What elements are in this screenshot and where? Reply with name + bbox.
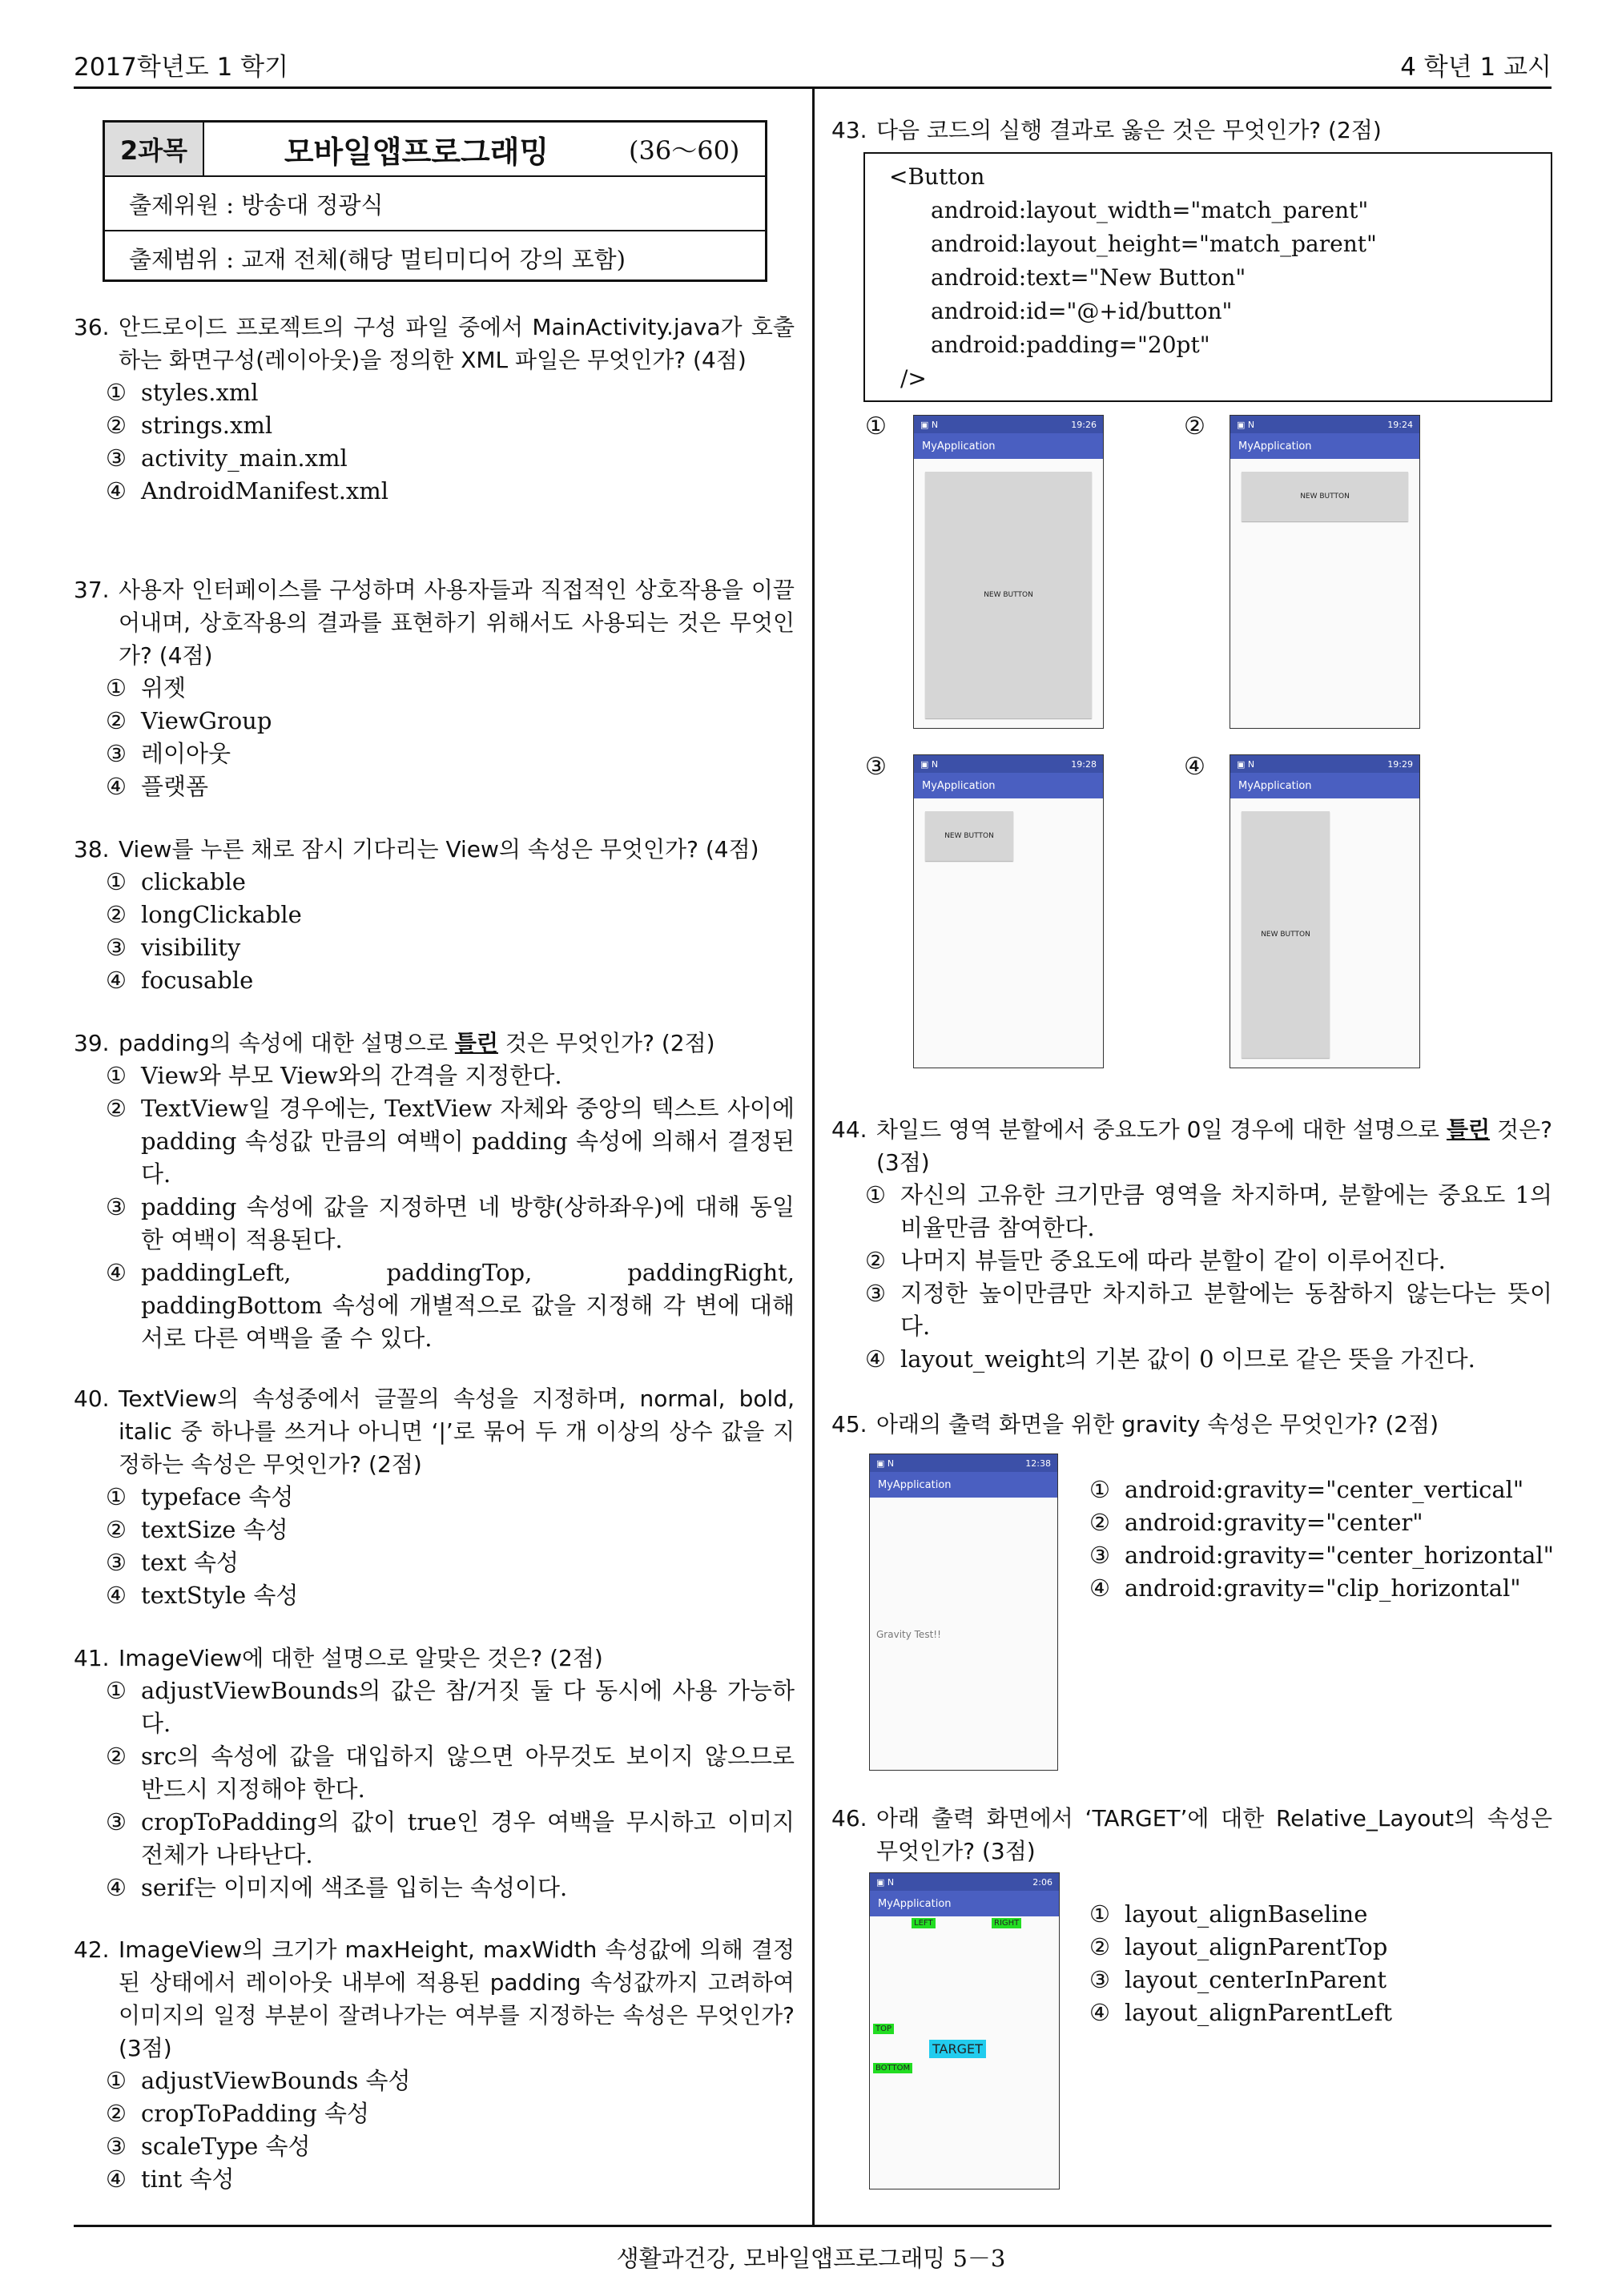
question-number: 37. [74,577,110,603]
option-1[interactable]: ① adjustViewBounds 속성 [106,2067,411,2094]
question-text: 안드로이드 프로젝트의 구성 파일 중에서 MainActivity.java가 호출하는 화면구성(레이아웃)을 정의한 XML 파일은 무엇인가? (4점) [119,314,795,373]
option-3[interactable]: ③ activity_main.xml [106,444,348,472]
gravity-phone-screenshot [869,1454,1058,1771]
relative-layout-phone-screenshot [869,1872,1060,2189]
question-number: 40. [74,1385,110,1412]
target-label: TARGET [929,2040,986,2058]
question-range: (36～60) [629,135,740,166]
option-2[interactable]: ② ViewGroup [106,707,272,734]
app-title: MyApplication [870,1472,1057,1498]
page-footer: 생활과건강, 모바일앱프로그래밍 5－3 [616,2245,1006,2272]
option-1[interactable]: ① clickable [106,868,246,895]
option-4[interactable]: ④ paddingLeft, paddingTop, paddingRight, paddingBottom 속성에 개별적으로 값을 지정해 각 변에 대해 서로 다른 여백을 줄 수 있다. [106,1259,795,1352]
status-time: 19:28 [1071,758,1097,770]
option-marker-3[interactable]: ③ [865,753,887,781]
status-time: 19:29 [1387,758,1413,770]
code-line: android:layout_width="match_parent" [931,197,1369,223]
option-2[interactable]: ② strings.xml [106,412,273,439]
option-3[interactable]: ③ android:gravity="center_horizontal" [1089,1542,1555,1569]
question-number: 43. [831,117,867,143]
question-text: 사용자 인터페이스를 구성하며 사용자들과 직접적인 상호작용을 이끌어내며, 상호작용의 결과를 표현하기 위해서도 사용되는 것은 무엇인가? (4점) [119,577,795,669]
question-text: 아래의 출력 화면을 위한 gravity 속성은 무엇인가? (2점) [876,1411,1439,1438]
question-text: TextView의 속성중에서 글꼴의 속성을 지정하며, normal, bold, italic 중 하나를 쓰거나 아니면 ‘|’로 묶어 두 개 이상의 상수 값을 지정하는 속성은 무엇인가? (2점) [119,1385,795,1478]
status-time: 2:06 [1032,1876,1052,1888]
option-3[interactable]: ③ visibility [106,934,241,961]
option-3[interactable]: ③ 레이아웃 [106,740,231,767]
subject-scope: 출제범위 : 교재 전체(해당 멀티미디어 강의 포함) [105,230,765,284]
question-number: 38. [74,836,110,863]
code-line: android:padding="20pt" [931,332,1210,358]
app-title: MyApplication [914,773,1103,798]
phone-screenshot-1[interactable] [913,415,1104,729]
question-44 [831,1113,1552,1376]
option-3[interactable]: ③ layout_centerInParent [1089,1966,1387,1993]
new-button-preview: NEW BUTTON [1242,472,1408,521]
subject-examiner: 출제위원 : 방송대 정광식 [129,191,384,219]
option-4[interactable]: ④ android:gravity="clip_horizontal" [1089,1574,1521,1602]
code-box [863,152,1552,402]
subject-tag: 2과목 [105,123,204,175]
question-46-options [1089,1898,1554,2029]
app-title: MyApplication [1230,433,1419,459]
notification-icon: ▣ N [1237,419,1255,430]
subject-name: 모바일앱프로그래밍 [284,134,549,170]
bottom-label: BOTTOM [873,2063,912,2073]
option-4[interactable]: ④ serif는 이미지에 색조를 입히는 속성이다. [106,1874,568,1901]
option-4[interactable]: ④ layout_alignParentLeft [1089,1999,1392,2026]
option-3[interactable]: ③ scaleType 속성 [106,2133,311,2160]
footer-divider [74,2225,1552,2227]
code-line: android:layout_height="match_parent" [931,231,1377,257]
notification-icon: ▣ N [920,758,939,770]
header-grade-period: 4 학년 1 교시 [1400,53,1552,82]
question-number: 41. [74,1645,110,1671]
question-text: View를 누른 채로 잠시 기다리는 View의 속성은 무엇인가? (4점) [119,836,759,863]
option-3[interactable]: ③ cropToPadding의 값이 true인 경우 여백을 무시하고 이미지 전체가 나타난다. [106,1808,795,1868]
subject-box [103,120,767,282]
option-2[interactable]: ② android:gravity="center" [1089,1509,1423,1536]
option-3[interactable]: ③ 지정한 높이만큼만 차지하고 분할에는 동참하지 않는다는 뜻이다. [865,1280,1552,1340]
notification-icon: ▣ N [876,1458,895,1469]
question-number: 46. [831,1805,867,1832]
option-1[interactable]: ① 자신의 고유한 크기만큼 영역을 차지하며, 분할에는 중요도 1의 비율만큼 참여한다. [865,1181,1552,1241]
status-time: 19:24 [1387,419,1413,430]
notification-icon: ▣ N [920,419,939,430]
notification-icon: ▣ N [1237,758,1255,770]
option-4[interactable]: ④ tint 속성 [106,2165,235,2193]
app-title: MyApplication [914,433,1103,459]
question-text: ImageView의 크기가 maxHeight, maxWidth 속성값에 의해 결정된 상태에서 레이아웃 내부에 적용된 padding 속성값까지 고려하여 이미지의 일정 부분이 잘려나가는 여부를 지정하는 속성은 무엇인가? (3점) [119,1936,795,2061]
option-2[interactable]: ② 나머지 뷰들만 중요도에 따라 분할이 같이 이루어진다. [865,1247,1446,1274]
question-38 [74,833,795,997]
status-time: 12:38 [1025,1458,1051,1469]
option-4[interactable]: ④ textStyle 속성 [106,1582,299,1609]
question-number: 36. [74,314,110,340]
question-42 [74,1933,795,2196]
option-4[interactable]: ④ 플랫폼 [106,773,209,800]
option-4[interactable]: ④ focusable [106,967,254,994]
option-3[interactable]: ③ text 속성 [106,1549,239,1576]
question-text: 차일드 영역 분할에서 중요도가 0일 경우에 대한 설명으로 틀린 것은? (3점) [876,1116,1553,1176]
option-1[interactable]: ① layout_alignBaseline [1089,1900,1368,1928]
code-line: <Button [889,163,985,190]
option-1[interactable]: ① styles.xml [106,379,259,406]
new-button-preview: NEW BUTTON [925,811,1013,861]
notification-icon: ▣ N [876,1876,895,1888]
question-number: 42. [74,1936,110,1963]
question-46 [831,1802,1552,1868]
question-text: 아래 출력 화면에서 ‘TARGET’에 대한 Relative_Layout의 속성은 무엇인가? (3점) [876,1805,1552,1864]
option-1[interactable]: ① 위젯 [106,674,187,702]
header-semester: 2017학년도 1 학기 [74,53,289,82]
option-marker-2[interactable]: ② [1184,412,1205,440]
phone-screenshot-4[interactable] [1230,754,1420,1068]
option-2[interactable]: ② textSize 속성 [106,1516,288,1543]
phone-screenshot-3[interactable] [913,754,1104,1068]
option-2[interactable]: ② cropToPadding 속성 [106,2100,370,2127]
status-time: 19:26 [1071,419,1097,430]
question-43 [831,114,1552,147]
code-line: android:id="@+id/button" [931,298,1233,324]
new-button-preview: NEW BUTTON [1242,811,1330,1058]
option-1[interactable]: ① typeface 속성 [106,1483,294,1510]
new-button-preview: NEW BUTTON [925,472,1092,718]
right-label: RIGHT [992,1918,1021,1928]
question-text: padding의 속성에 대한 설명으로 틀린 것은 무엇인가? (2점) [119,1030,715,1056]
question-41 [74,1642,795,1904]
app-title: MyApplication [1230,773,1419,798]
option-1[interactable]: ① adjustViewBounds의 값은 참/거짓 둘 다 동시에 사용 가능하다. [106,1677,795,1737]
question-number: 45. [831,1411,867,1438]
question-text: ImageView에 대한 설명으로 알맞은 것은? (2점) [119,1645,603,1671]
option-marker-1[interactable]: ① [865,412,887,440]
code-line: android:text="New Button" [931,264,1246,291]
column-divider [812,89,815,2225]
top-label: TOP [873,2024,894,2034]
question-45 [831,1408,1552,1441]
option-2[interactable]: ② src의 속성에 값을 대입하지 않으면 아무것도 보이지 않으므로 반드시 지정해야 한다. [106,1743,795,1803]
option-1[interactable]: ① android:gravity="center_vertical" [1089,1476,1524,1503]
code-line: /> [900,365,927,392]
gravity-test-text: Gravity Test!! [876,1629,941,1640]
option-2[interactable]: ② layout_alignParentTop [1089,1933,1388,1960]
question-text: 다음 코드의 실행 결과로 옳은 것은 무엇인가? (2점) [876,117,1382,143]
option-4[interactable]: ④ layout_weight의 기본 값이 0 이므로 같은 뜻을 가진다. [865,1345,1475,1373]
app-title: MyApplication [870,1891,1059,1916]
question-37 [74,573,795,803]
phone-screenshot-2[interactable] [1230,415,1420,729]
option-2[interactable]: ② TextView일 경우에는, TextView 자체와 중앙의 텍스트 사이에 padding 속성값 만큼의 여백이 padding 속성에 의해서 결정된다. [106,1095,795,1188]
option-1[interactable]: ① View와 부모 View와의 간격을 지정한다. [106,1062,562,1089]
question-number: 44. [831,1116,867,1143]
question-39 [74,1027,795,1355]
left-label: LEFT [912,1918,936,1928]
option-4[interactable]: ④ AndroidManifest.xml [106,477,389,505]
question-number: 39. [74,1030,110,1056]
question-45-options [1089,1474,1554,1605]
option-marker-4[interactable]: ④ [1184,753,1205,781]
question-40 [74,1382,795,1612]
question-36 [74,311,795,508]
option-2[interactable]: ② longClickable [106,901,302,928]
option-3[interactable]: ③ padding 속성에 값을 지정하면 네 방향(상하좌우)에 대해 동일한 여백이 적용된다. [106,1193,795,1253]
